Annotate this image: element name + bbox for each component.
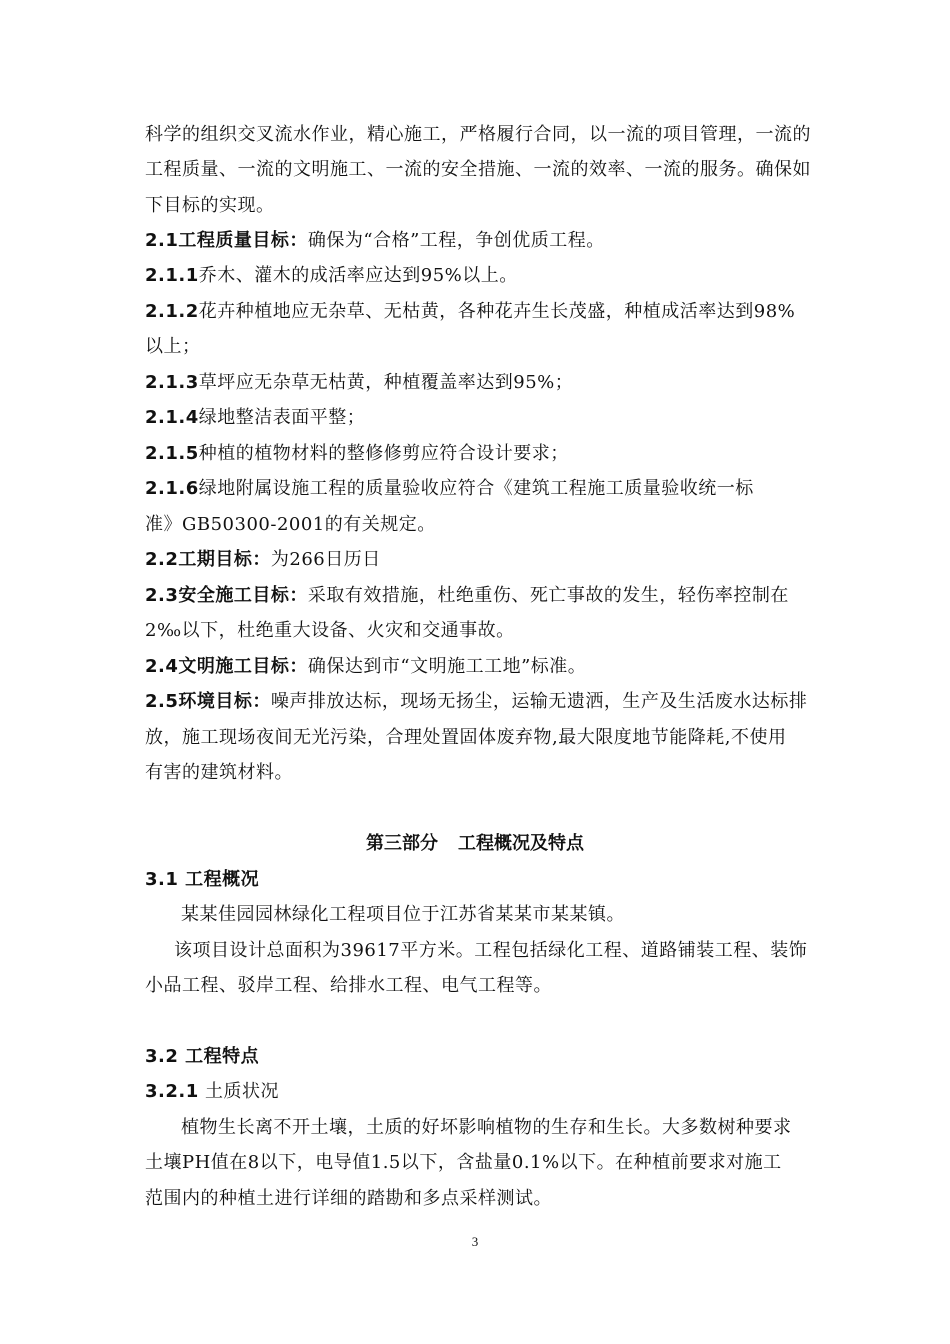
goal-safety-label: 安全施工目标： <box>178 585 308 606</box>
goal-2-1-6-num: 2.1.6 <box>145 478 199 499</box>
section-3-2-heading <box>145 1045 259 1069</box>
goal-schedule <box>145 548 381 572</box>
goal-2-1-3-num: 2.1.3 <box>145 372 199 393</box>
goal-env-cont-2: 有害的建筑材料。 <box>145 762 293 783</box>
goal-2-1-3 <box>145 371 573 395</box>
goal-2-1-5 <box>145 442 569 466</box>
goal-2-1-2 <box>145 300 795 324</box>
goal-schedule-text: 为266日历日 <box>270 549 381 570</box>
section-3-2-1-num: 3.2.1 <box>145 1081 199 1102</box>
goal-2-1-2-text: 花卉种植地应无杂草、无枯黄，各种花卉生长茂盛，种植成活率达到98% <box>198 301 796 322</box>
goal-env-cont-1: 放，施工现场夜间无光污染，合理处置固体废弃物,最大限度地节能降耗,不使用 <box>145 727 787 748</box>
goal-2-1-2-cont: 以上； <box>145 336 201 357</box>
goal-quality <box>145 229 605 253</box>
section-3-2-1-line-1: 植物生长离不开土壤，土质的好坏影响植物的生存和生长。大多数树种要求 <box>181 1117 792 1138</box>
section-3-2-1-line-3: 范围内的种植土进行详细的踏勘和多点采样测试。 <box>145 1188 552 1209</box>
goal-2-1-6-text: 绿地附属设施工程的质量验收应符合《建筑工程施工质量验收统一标 <box>198 478 754 499</box>
intro-line-1: 科学的组织交叉流水作业，精心施工，严格履行合同，以一流的项目管理，一流的 <box>145 124 811 145</box>
goal-2-1-1 <box>145 264 518 288</box>
goal-2-1-2-num: 2.1.2 <box>145 301 199 322</box>
goal-quality-text: 确保为“合格”工程，争创优质工程。 <box>307 230 605 251</box>
section-3-1-num: 3.1 <box>145 869 179 890</box>
goal-env-text: 噪声排放达标，现场无扬尘，运输无遗洒，生产及生活废水达标排 <box>270 691 808 712</box>
goal-env-label: 环境目标： <box>178 691 271 712</box>
section-3-2-1-line-2: 土壤PH值在8以下，电导值1.5以下，含盐量0.1%以下。在种植前要求对施工 <box>145 1152 782 1173</box>
section-3-title: 工程概况及特点 <box>458 833 584 854</box>
goal-safety-cont: 2‰以下，杜绝重大设备、火灾和交通事故。 <box>145 620 515 641</box>
goal-quality-label: 工程质量目标： <box>178 230 308 251</box>
goal-civil-text: 确保达到市“文明施工工地”标准。 <box>307 656 587 677</box>
section-3-1-para-2-line-1: 该项目设计总面积为39617平方米。工程包括绿化工程、道路铺装工程、装饰 <box>174 940 808 961</box>
goal-2-1-4-num: 2.1.4 <box>145 407 199 428</box>
goal-2-1-1-text: 乔木、灌木的成活率应达到95%以上。 <box>198 265 518 286</box>
section-3-1-heading <box>145 868 259 892</box>
goal-2-1-6-cont: 准》GB50300-2001的有关规定。 <box>145 514 436 535</box>
section-3-part: 第三部分 <box>366 833 438 854</box>
goal-schedule-num: 2.2 <box>145 549 179 570</box>
goal-quality-num: 2.1 <box>145 230 179 251</box>
section-3-1-para-1: 某某佳园园林绿化工程项目位于江苏省某某市某某镇。 <box>181 904 625 925</box>
goal-safety <box>145 584 789 608</box>
section-3-1-title: 工程概况 <box>185 869 260 890</box>
goal-schedule-label: 工期目标： <box>178 549 271 570</box>
goal-env-num: 2.5 <box>145 691 179 712</box>
goal-env <box>145 690 807 714</box>
section-3-2-title: 工程特点 <box>185 1046 260 1067</box>
section-3-2-1-title: 土质状况 <box>204 1081 279 1102</box>
goal-2-1-6 <box>145 477 754 501</box>
goal-2-1-3-text: 草坪应无杂草无枯黄，种植覆盖率达到95%； <box>198 372 574 393</box>
goal-civil-label: 文明施工目标： <box>178 656 308 677</box>
goal-2-1-1-num: 2.1.1 <box>145 265 199 286</box>
goal-civil <box>145 655 586 679</box>
goal-2-1-5-text: 种植的植物材料的整修修剪应符合设计要求； <box>198 443 569 464</box>
goal-safety-text: 采取有效措施，杜绝重伤、死亡事故的发生，轻伤率控制在 <box>307 585 789 606</box>
goal-2-1-4-text: 绿地整洁表面平整； <box>198 407 366 428</box>
section-3-heading <box>0 832 950 856</box>
section-3-2-1-heading <box>145 1080 279 1104</box>
page-number: 3 <box>471 1234 479 1249</box>
goal-2-1-5-num: 2.1.5 <box>145 443 199 464</box>
goal-civil-num: 2.4 <box>145 656 179 677</box>
intro-line-2: 工程质量、一流的文明施工、一流的安全措施、一流的效率、一流的服务。确保如 <box>145 159 811 180</box>
section-3-2-num: 3.2 <box>145 1046 179 1067</box>
section-3-1-para-2-line-2: 小品工程、驳岸工程、给排水工程、电气工程等。 <box>145 975 552 996</box>
goal-safety-num: 2.3 <box>145 585 179 606</box>
goal-2-1-4 <box>145 406 365 430</box>
intro-line-3: 下目标的实现。 <box>145 195 275 216</box>
